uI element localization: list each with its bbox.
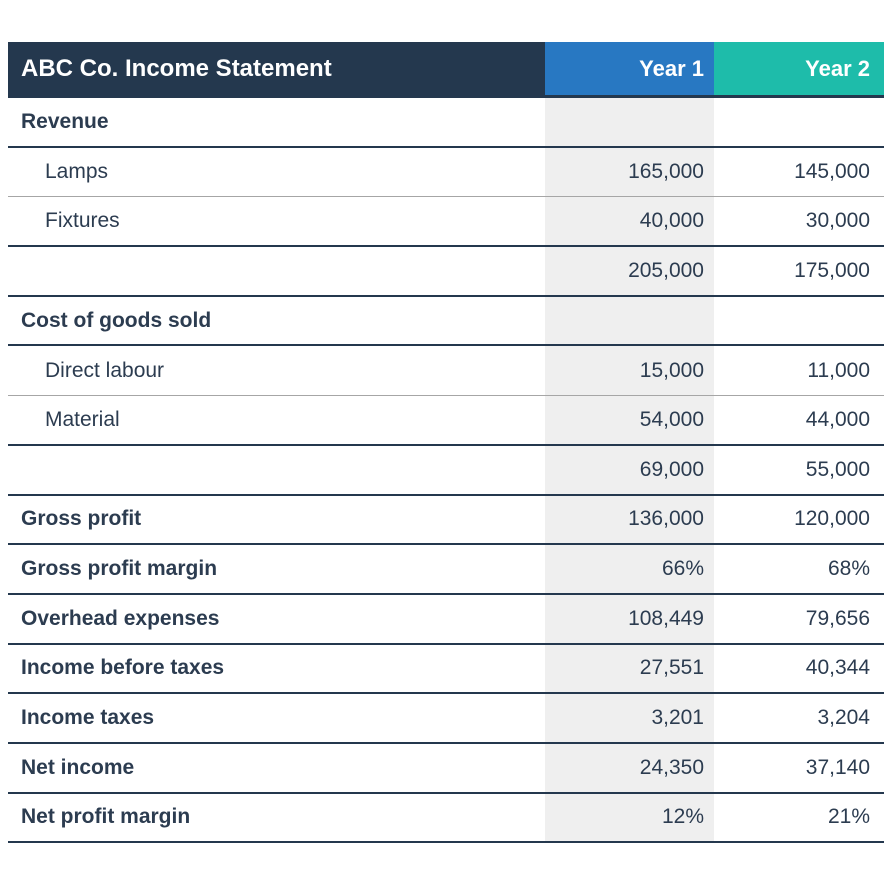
row-label: Income taxes xyxy=(21,706,155,730)
year1-value: 69,000 xyxy=(545,446,714,494)
row-label: Gross profit margin xyxy=(21,557,218,581)
row-label: Income before taxes xyxy=(21,656,225,680)
year2-value: 120,000 xyxy=(794,507,870,531)
row-label: Overhead expenses xyxy=(21,606,220,630)
row-label: Net income xyxy=(21,755,135,779)
year1-value: 15,000 xyxy=(545,346,714,395)
table-row xyxy=(8,297,884,347)
table-row xyxy=(8,396,884,446)
year2-value: 11,000 xyxy=(807,358,870,382)
year1-value: 24,350 xyxy=(545,744,714,792)
year1-value xyxy=(545,297,714,345)
year2-value: 55,000 xyxy=(805,457,870,481)
year1-value: 27,551 xyxy=(545,645,714,693)
table-row xyxy=(8,694,884,744)
table-row xyxy=(8,794,884,844)
row-label: Net profit margin xyxy=(21,805,191,829)
year1-value: 66% xyxy=(545,545,714,593)
year1-value: 40,000 xyxy=(545,197,714,245)
year2-value: 145,000 xyxy=(794,160,870,184)
table-row xyxy=(8,148,884,198)
year1-value: 108,449 xyxy=(545,595,714,643)
row-label: Revenue xyxy=(21,109,109,133)
row-label: Fixtures xyxy=(45,209,120,233)
year2-value: 44,000 xyxy=(805,407,870,431)
row-label: Material xyxy=(45,407,120,431)
table-row xyxy=(8,496,884,546)
year1-value: 3,201 xyxy=(545,694,714,742)
year2-value xyxy=(714,98,884,146)
year2-value: 68% xyxy=(827,557,870,581)
year2-value: 37,140 xyxy=(805,755,870,779)
year1-value: 205,000 xyxy=(545,247,714,295)
year1-value: 165,000 xyxy=(545,148,714,197)
table-row xyxy=(8,545,884,595)
year2-value xyxy=(714,297,884,345)
year2-value: 40,344 xyxy=(805,656,870,680)
table-title: ABC Co. Income Statement xyxy=(8,42,545,95)
table-row xyxy=(8,98,884,148)
row-label: Cost of goods sold xyxy=(21,308,212,332)
table-row xyxy=(8,744,884,794)
row-label xyxy=(8,446,545,494)
income-statement-table xyxy=(8,42,884,843)
table-row xyxy=(8,346,884,396)
column-header-year2: Year 2 xyxy=(714,42,884,95)
year2-value: 30,000 xyxy=(805,209,870,233)
year2-value: 21% xyxy=(827,805,870,829)
table-row xyxy=(8,197,884,247)
row-label: Gross profit xyxy=(21,507,142,531)
year2-value: 3,204 xyxy=(817,706,870,730)
year1-value: 12% xyxy=(545,794,714,842)
table-row xyxy=(8,247,884,297)
row-label: Lamps xyxy=(45,160,109,184)
year2-value: 79,656 xyxy=(805,606,870,630)
table-row xyxy=(8,446,884,496)
table-body xyxy=(8,98,884,843)
year1-value: 54,000 xyxy=(545,396,714,444)
row-label: Direct labour xyxy=(45,358,165,382)
column-header-year1: Year 1 xyxy=(545,42,714,95)
table-row xyxy=(8,595,884,645)
row-label xyxy=(8,247,545,295)
year1-value: 136,000 xyxy=(545,496,714,544)
table-row xyxy=(8,645,884,695)
table-header-row xyxy=(8,42,884,98)
year2-value: 175,000 xyxy=(794,258,870,282)
year1-value xyxy=(545,98,714,146)
